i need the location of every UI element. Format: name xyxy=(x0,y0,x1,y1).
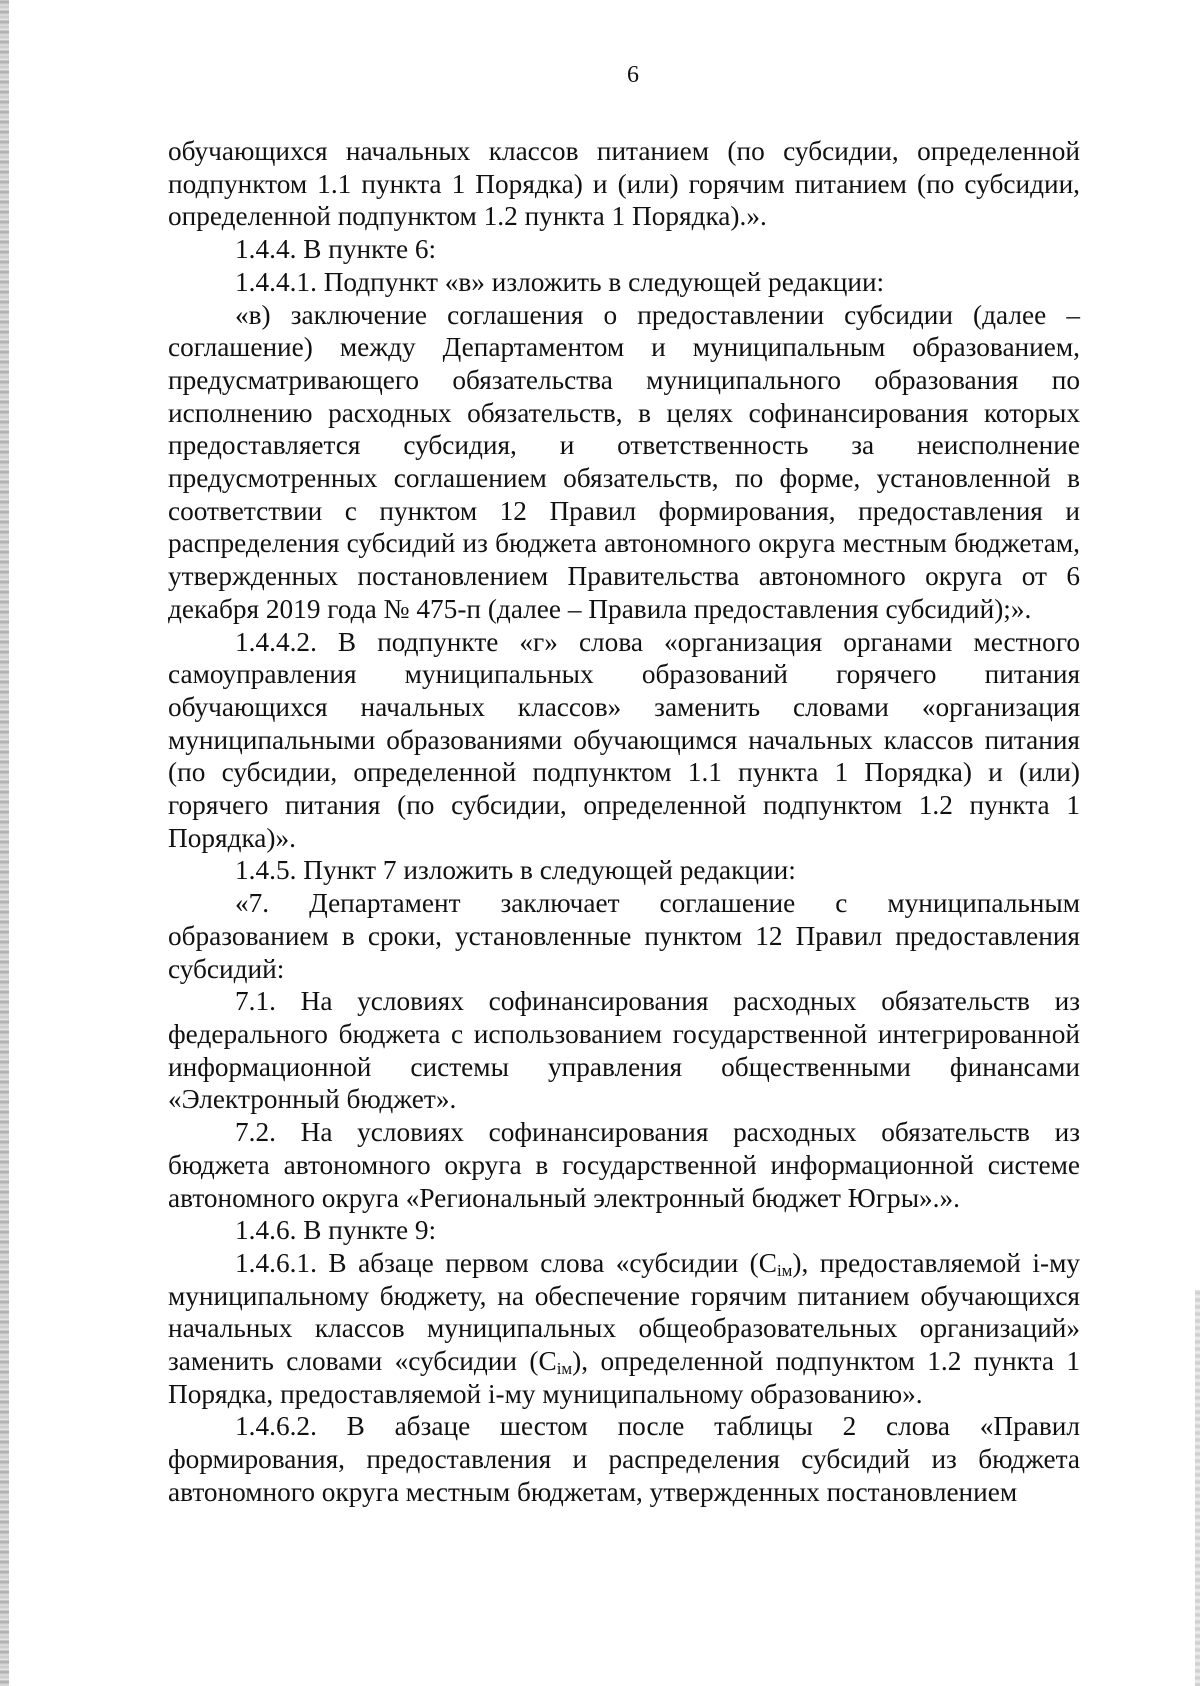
para-1461-part1: 1.4.6.1. В абзаце первом слова «субсидии (C xyxy=(235,1247,777,1278)
scan-edge-right xyxy=(1195,1290,1200,1686)
paragraph-1-4-6-1 xyxy=(168,1247,1080,1411)
para-1461-part3: ), определенной подпунктом 1.2 пункта 1 Порядка, предоставляемой i-му муниципальному образованию». xyxy=(168,1346,1080,1409)
paragraph-7-2: 7.2. На условиях софинансирования расходных обязательств из бюджета автономного округа в государственной информационной системе автономного округа «Региональный электронный бюджет Югры».». xyxy=(168,1117,1080,1213)
subscript-im: iм xyxy=(776,1261,793,1281)
paragraph-1-4-4-1: 1.4.4.1. Подпункт «в» изложить в следующей редакции: xyxy=(235,266,885,297)
paragraph-7-1: 7.1. На условиях софинансирования расходных обязательств из федерального бюджета с использованием государственной интегрированной информационной системы управления общественными финансами «Электронный бюджет». xyxy=(168,986,1080,1115)
paragraph-subpoint-v: «в) заключение соглашения о предоставлении субсидии (далее – соглашение) между Департаментом и муниципальным образованием, предусматривающего обязательства муниципального образования по исполнению расходных обязательств, в целях софинансирования которых предоставляется субсидия, и ответственность за неисполнение предусмотренных соглашением обязательств, по форме, установленной в соответствии с пунктом 12 Правил формирования, предоставления и распределения субсидий из бюджета автономного округа местным бюджетам, утвержденных постановлением Правительства автономного округа от 6 декабря 2019 года № 475-п (далее – Правила предоставления субсидий);». xyxy=(168,299,1080,624)
page-number: 6 xyxy=(627,62,639,88)
para-1461-part2: ), предоставляемой i-му муниципальному бюджету, на обеспечение горячим питанием обучающихся начальных классов муниципальных общеобразовательных организаций» заменить словами «субсидии (C xyxy=(168,1247,1080,1377)
paragraph-continuation: обучающихся начальных классов питанием (по субсидии, определенной подпунктом 1.1 пункта 1 Порядка) и (или) горячим питанием (по субсидии, определенной подпунктом 1.2 пункта 1 Порядка).». xyxy=(168,136,1080,232)
paragraph-1-4-4: 1.4.4. В пункте 6: xyxy=(235,234,437,265)
paragraph-1-4-5: 1.4.5. Пункт 7 изложить в следующей редакции: xyxy=(235,855,796,886)
paragraph-1-4-6-2: 1.4.6.2. В абзаце шестом после таблицы 2 слова «Правил формирования, предоставления и распределения субсидий из бюджета автономного округа местным бюджетам, утвержденных постановлением xyxy=(168,1411,1080,1507)
paragraph-1-4-6: 1.4.6. В пункте 9: xyxy=(235,1215,437,1246)
scan-edge-left xyxy=(0,0,9,1686)
subscript-im: iм xyxy=(556,1359,573,1379)
paragraph-point-7: «7. Департамент заключает соглашение с муниципальным образованием в сроки, установленные пунктом 12 Правил предоставления субсидий: xyxy=(168,888,1080,984)
document-page xyxy=(168,60,1080,1509)
document-body xyxy=(168,135,1080,1509)
paragraph-1-4-4-2: 1.4.4.2. В подпункте «г» слова «организация органами местного самоуправления муниципальных образований горячего питания обучающихся начальных классов» заменить словами «организация муниципальными образованиями обучающимся начальных классов питания (по субсидии, определенной подпунктом 1.1 пункта 1 Порядка) и (или) горячего питания (по субсидии, определенной подпунктом 1.2 пункта 1 Порядка)». xyxy=(168,626,1080,853)
